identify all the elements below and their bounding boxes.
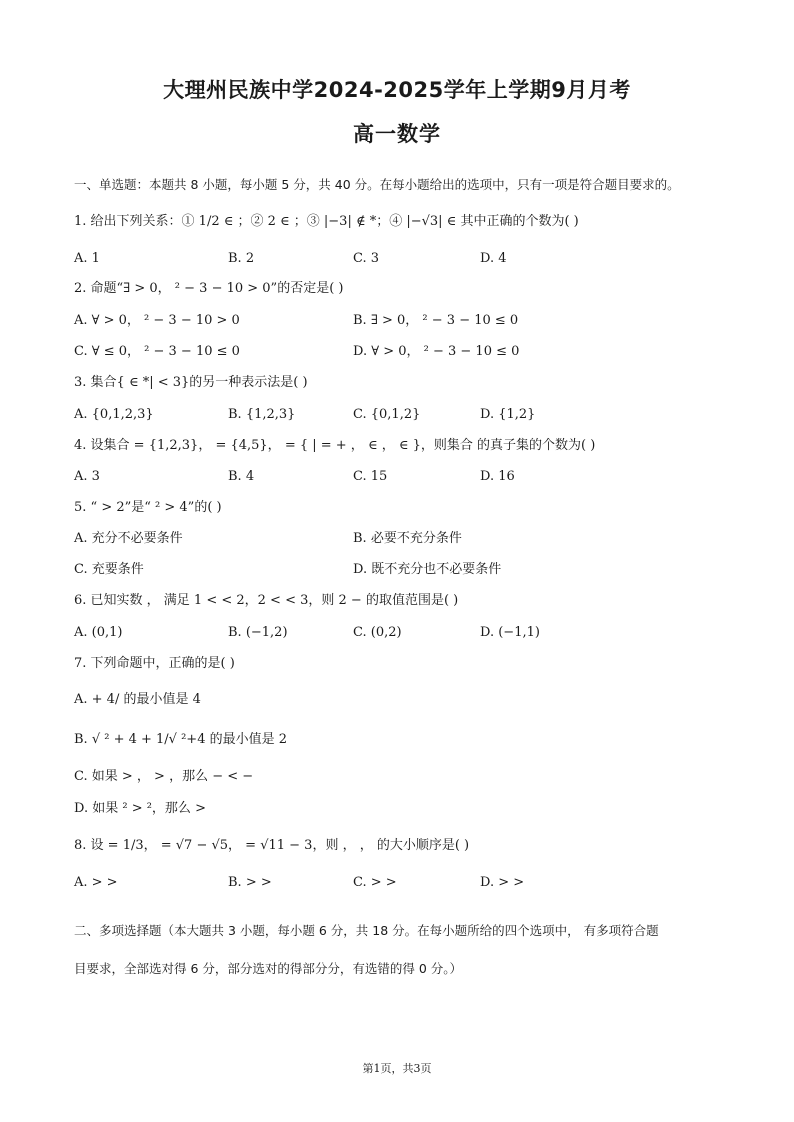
question-3-option-c: C. {0,1,2} [353, 407, 421, 422]
question-4-option-d: D. 16 [480, 469, 515, 484]
question-2-option-d: D. ∀ > 0， ² − 3 − 10 ≤ 0 [353, 344, 520, 359]
question-1-option-b: B. 2 [228, 251, 255, 266]
question-3-option-a: A. {0,1,2,3} [74, 407, 154, 422]
question-2-option-b: B. ∃ > 0， ² − 3 − 10 ≤ 0 [353, 313, 519, 328]
question-8-option-a: A. > > [74, 875, 118, 890]
question-7-option-c: C. 如果 > ， > ，那么 − < − [74, 769, 254, 784]
question-1-option-a: A. 1 [74, 251, 100, 266]
question-8-option-c: C. > > [353, 875, 397, 890]
question-6-stem: 6. 已知实数 ， 满足 1 < < 2，2 < < 3，则 2 − 的取值范围是( ) [74, 593, 459, 608]
question-5-option-c: C. 充要条件 [74, 562, 144, 577]
exam-title: 大理州民族中学2024-2025学年上学期9月月考 [163, 78, 631, 102]
question-1-option-c: C. 3 [353, 251, 380, 266]
section2-heading-line2: 目要求，全部选对得 6 分，部分选对的得部分分，有选错的得 0 分。） [74, 961, 463, 976]
question-5-option-a: A. 充分不必要条件 [74, 531, 183, 546]
section2-heading-line1: 二、多项选择题（本大题共 3 小题，每小题 6 分，共 18 分。在每小题所给的四个选项中， 有多项符合题 [74, 923, 659, 938]
question-6-option-a: A. (0,1) [74, 625, 123, 640]
question-2-option-a: A. ∀ > 0， ² − 3 − 10 > 0 [74, 313, 240, 328]
question-1-stem: 1. 给出下列关系：① 1/2 ∈ ；② 2 ∈ ；③ |−3| ∉ *；④ |−√3| ∈ 其中正确的个数为( ) [74, 214, 579, 229]
section1-heading: 一、单选题：本题共 8 小题，每小题 5 分，共 40 分。在每小题给出的选项中，只有一项是符合题目要求的。 [74, 177, 680, 192]
question-2-stem: 2. 命题“∃ > 0， ² − 3 − 10 > 0”的否定是( ) [74, 281, 344, 296]
page-number: 第1页，共3页 [362, 1062, 432, 1075]
question-3-option-d: D. {1,2} [480, 407, 536, 422]
question-4-option-a: A. 3 [74, 469, 100, 484]
question-1-option-d: D. 4 [480, 251, 507, 266]
question-7-option-a: A. + 4/ 的最小值是 4 [74, 692, 201, 707]
question-4-stem: 4. 设集合 = {1,2,3}， = {4,5}， = { | = + ， ∈ ， ∈ }，则集合 的真子集的个数为( ) [74, 438, 596, 453]
exam-subject: 高一数学 [353, 122, 441, 146]
question-7-option-d: D. 如果 ² > ²，那么 > [74, 801, 206, 816]
question-5-option-d: D. 既不充分也不必要条件 [353, 562, 502, 577]
question-8-option-d: D. > > [480, 875, 525, 890]
question-7-option-b: B. √ ² + 4 + 1/√ ²+4 的最小值是 2 [74, 732, 288, 747]
question-4-option-c: C. 15 [353, 469, 388, 484]
question-5-option-b: B. 必要不充分条件 [353, 531, 462, 546]
question-3-option-b: B. {1,2,3} [228, 407, 296, 422]
question-8-option-b: B. > > [228, 875, 272, 890]
question-6-option-c: C. (0,2) [353, 625, 402, 640]
question-3-stem: 3. 集合{ ∈ *| < 3}的另一种表示法是( ) [74, 375, 308, 390]
question-8-stem: 8. 设 = 1/3， = √7 − √5， = √11 − 3，则 ， ， 的大小顺序是( ) [74, 838, 470, 853]
question-7-stem: 7. 下列命题中，正确的是( ) [74, 656, 235, 671]
question-4-option-b: B. 4 [228, 469, 255, 484]
question-2-option-c: C. ∀ ≤ 0， ² − 3 − 10 ≤ 0 [74, 344, 240, 359]
question-5-stem: 5. “ > 2”是“ ² > 4”的( ) [74, 500, 222, 515]
question-6-option-b: B. (−1,2) [228, 625, 288, 640]
question-6-option-d: D. (−1,1) [480, 625, 540, 640]
